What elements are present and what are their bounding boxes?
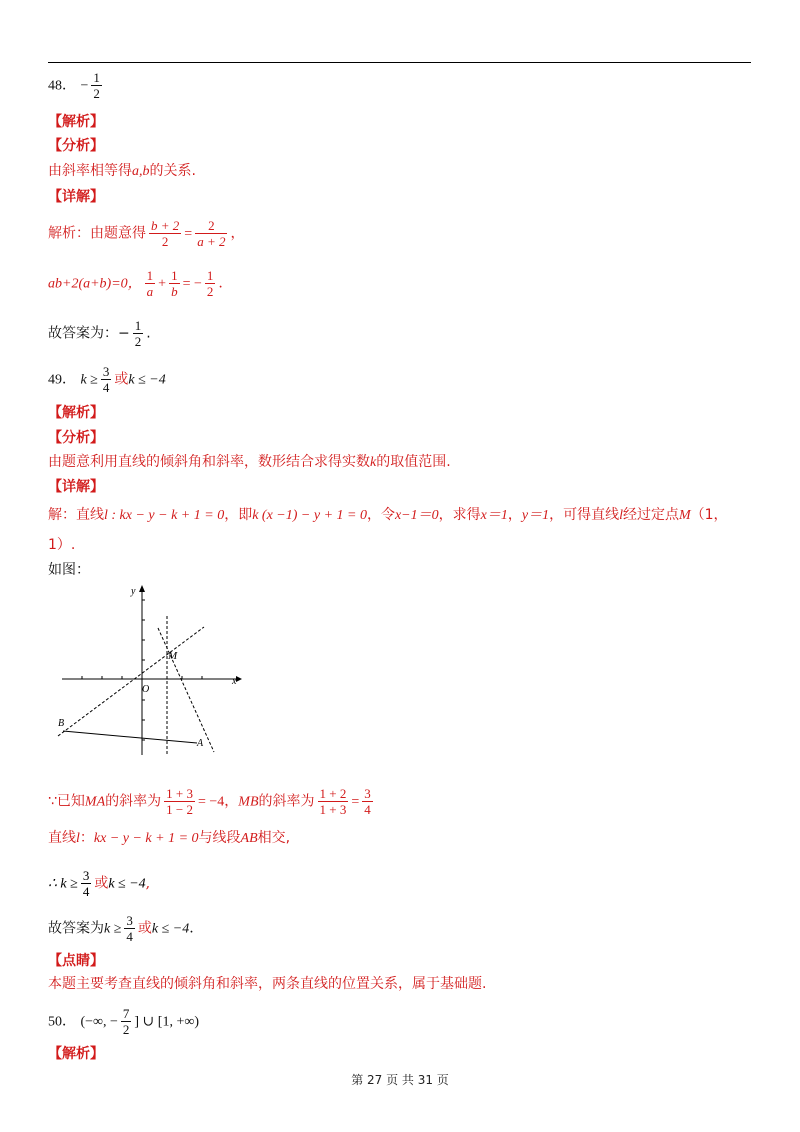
fenxi-text: 由题意利用直线的倾斜角和斜率，数形结合求得实数k的取值范围. — [48, 454, 451, 470]
line-mb — [58, 627, 204, 736]
question-number: 50． — [48, 1014, 76, 1030]
question-number: 49． — [48, 372, 76, 388]
q49-step1-cont: 1）. — [48, 537, 76, 553]
q49-conclusion: 故答案为k ≥ $\frac{3}{4}$ 或k ≤ −4. — [48, 913, 194, 944]
q49-therefore: ∴ k ≥ $\frac{3}{4}$ 或k ≤ −4, — [48, 868, 151, 899]
page-footer: 第 27 页 共 31 页 — [351, 1073, 449, 1087]
figure-caption: 如图： — [48, 562, 90, 578]
q49-intersect: 直线l：kx − y − k + 1 = 0与线段AB相交, — [48, 830, 291, 846]
jiexi-heading: 【解析】 — [48, 114, 104, 130]
label-m: M — [168, 650, 178, 662]
fenxi-heading: 【分析】 — [48, 138, 104, 154]
segment-ab — [63, 731, 197, 743]
jiexi-heading: 【解析】 — [48, 1046, 104, 1062]
header-rule — [48, 62, 751, 63]
q50-answer: 50． (−∞, − $\frac{7}{2}$ ] ∪ [1, +∞) — [48, 1006, 199, 1037]
q48-step1: 解析：由题意得 $\frac{b + 2}{2}$ = $\frac{2}{a + 2}$ ， — [48, 218, 245, 249]
label-x: x — [232, 676, 237, 687]
xiangjie-heading: 【详解】 — [48, 189, 104, 205]
dianjing-text: 本题主要考查直线的倾斜角和斜率，两条直线的位置关系，属于基础题. — [48, 976, 487, 992]
dianjing-heading: 【点睛】 — [48, 953, 104, 969]
label-a: A — [197, 738, 204, 749]
label-y: y — [131, 586, 136, 597]
label-b: B — [58, 718, 65, 729]
q49-slopes: ∵已知MA的斜率为 $\frac{1 + 3}{1 - 2}$ = −4，MB的斜率为 $\frac{1 + 2}{1 + 3}$ = $\frac{3}{4}$ — [48, 786, 371, 817]
line-ma — [158, 628, 214, 752]
jiexi-heading: 【解析】 — [48, 405, 104, 421]
q48-conclusion: 故答案为：− $\frac{1}{2}$ . — [48, 318, 151, 349]
q49-answer: 49． k ≥ $\frac{3}{4}$ 或k ≤ −4 — [48, 364, 166, 395]
question-number: 48． — [48, 78, 76, 94]
xiangjie-heading: 【详解】 — [48, 479, 104, 495]
fenxi-heading: 【分析】 — [48, 430, 104, 446]
x-axis-arrow — [236, 676, 242, 682]
fraction: $\frac{1}{2}$ — [93, 70, 100, 101]
q49-step1: 解：直线l : kx − y − k + 1 = 0，即k (x −1) − y + 1 = 0，令x−1＝0，求得x＝1，y＝1，可得直线l经过定点M（1， — [48, 507, 728, 523]
y-axis-arrow — [139, 585, 145, 592]
q48-step2: ab+2(a+b)=0， $\frac{1}{a}$ + $\frac{1}{b}$ = − $\frac{1}{2}$ . — [48, 268, 223, 299]
coordinate-figure — [46, 580, 246, 760]
fenxi-text: 由斜率相等得a,b的关系. — [48, 163, 196, 179]
q48-answer: 48． − $\frac{1}{2}$ — [48, 70, 100, 101]
label-o: O — [142, 684, 150, 695]
